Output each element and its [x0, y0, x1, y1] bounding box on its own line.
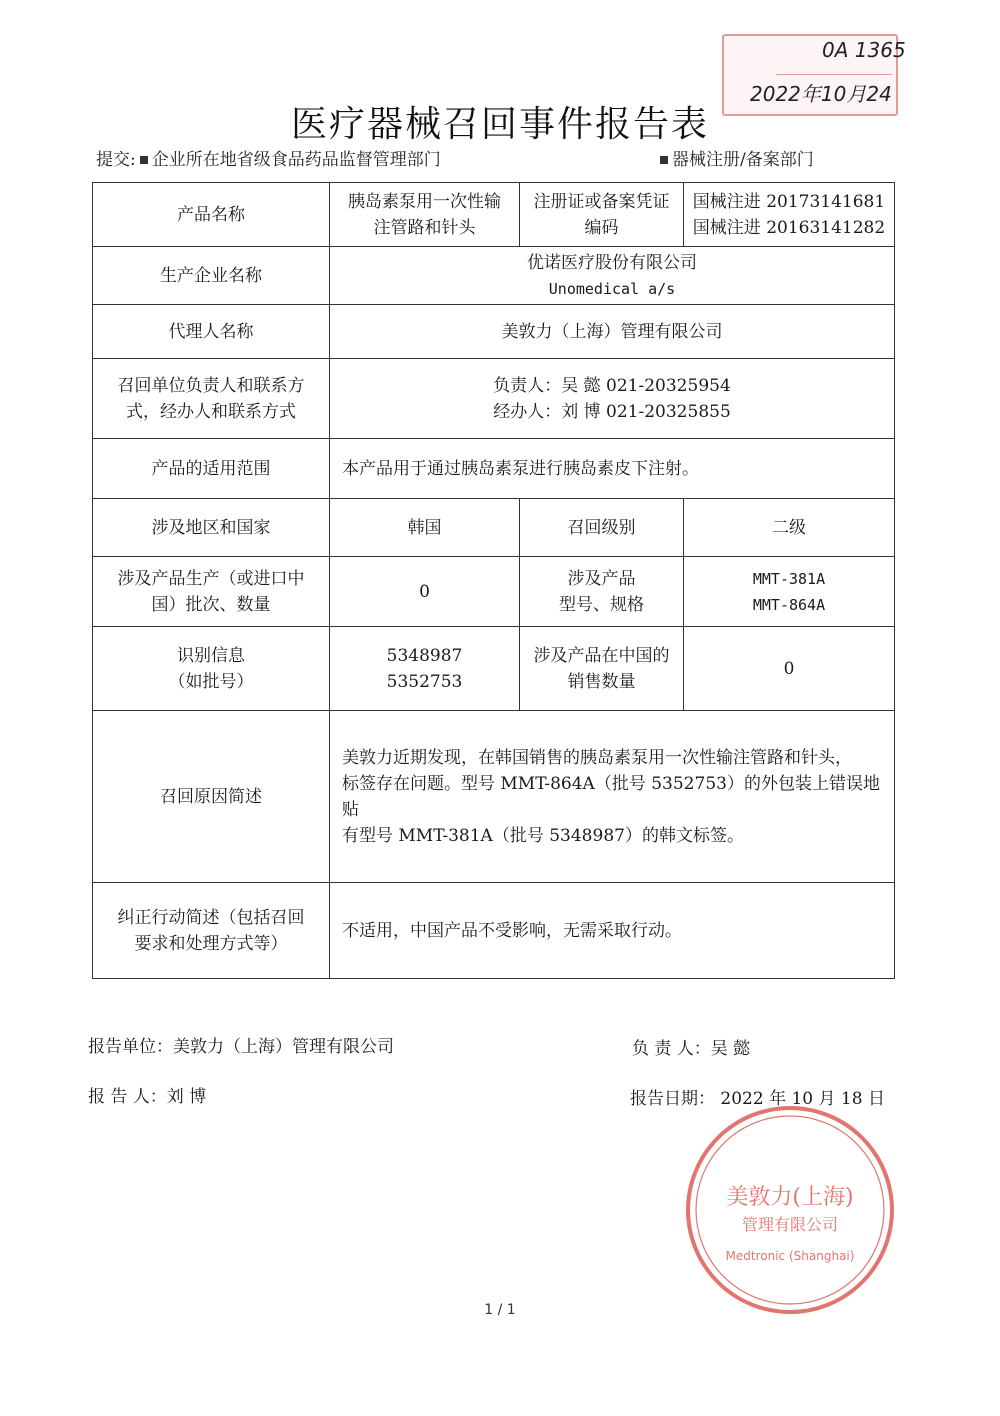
- action-label-line: 纠正行动简述（包括召回: [117, 907, 305, 928]
- reason-line: 标签存在问题。型号 MMT-864A（批号 5352753）的外包装上错误地贴: [342, 773, 880, 820]
- registration-number: 国械注进 20163141282: [692, 217, 886, 238]
- contact-value: [330, 359, 895, 439]
- batch-label-line: 国）批次、数量: [151, 594, 271, 615]
- recall-level-value: 二级: [684, 499, 895, 557]
- action-label-line: 要求和处理方式等）: [134, 933, 288, 954]
- identification-label-line: 识别信息: [177, 645, 245, 666]
- region-value: 韩国: [330, 499, 520, 557]
- reason-line: 有型号 MMT-381A（批号 5348987）的韩文标签。: [342, 825, 744, 846]
- report-date: 报告日期： 2022 年 10 月 18 日: [630, 1089, 885, 1109]
- manufacturer-name-cn: 优诺医疗股份有限公司: [527, 252, 697, 273]
- agent-value: 美敦力（上海）管理有限公司: [330, 305, 895, 359]
- china-sales-value: 0: [684, 627, 895, 711]
- page-title: 医疗器械召回事件报告表: [290, 104, 709, 145]
- reason-value: [330, 711, 895, 883]
- handwritten-date: 2022年10月24: [750, 82, 892, 106]
- reason-label: 召回原因简述: [93, 711, 330, 883]
- manufacturer-name-en: Unomedical a/s: [548, 279, 676, 298]
- registration-label-line: 注册证或备案凭证: [533, 191, 670, 212]
- report-reporter: 报 告 人：刘 博: [88, 1087, 207, 1107]
- model-number: MMT-864A: [752, 595, 826, 614]
- identification-label: [93, 627, 330, 711]
- model-label-line: 型号、规格: [559, 594, 644, 615]
- product-name-line: 胰岛素泵用一次性输: [348, 191, 501, 212]
- reason-line: 美敦力近期发现，在韩国销售的胰岛素泵用一次性输注管路和针头，: [342, 747, 852, 768]
- table-row: [93, 305, 895, 359]
- submit-option-registration: 器械注册/备案部门: [672, 150, 814, 170]
- batch-number: 5348987: [386, 645, 463, 666]
- action-label: [93, 883, 330, 979]
- table-row: [93, 439, 895, 499]
- scope-label: 产品的适用范围: [93, 439, 330, 499]
- contact-label-line: 式，经办人和联系方式: [126, 401, 296, 422]
- batch-label: [93, 557, 330, 627]
- checkbox-filled-icon: [140, 156, 148, 164]
- product-name-line: 注管路和针头: [373, 217, 476, 238]
- table-row: [93, 247, 895, 305]
- svg-text:美敦力(上海): 美敦力(上海): [726, 1185, 854, 1210]
- submit-label: 提交:: [96, 150, 136, 170]
- contact-label: [93, 359, 330, 439]
- contact-label-line: 召回单位负责人和联系方: [117, 375, 305, 396]
- svg-text:管理有限公司: 管理有限公司: [741, 1215, 839, 1234]
- table-row: [93, 499, 895, 557]
- batch-value: 0: [330, 557, 520, 627]
- recall-report-table: [92, 182, 895, 979]
- recall-level-label: 召回级别: [520, 499, 684, 557]
- report-responsible: 负 责 人：吴 懿: [632, 1039, 751, 1059]
- checkbox-filled-icon: [660, 156, 668, 164]
- company-seal-icon: [680, 1100, 900, 1320]
- china-sales-label-line: 销售数量: [567, 671, 636, 692]
- model-values: [684, 557, 895, 627]
- region-label: 涉及地区和国家: [93, 499, 330, 557]
- submit-line: [96, 145, 441, 170]
- table-row: [93, 359, 895, 439]
- manufacturer-label: 生产企业名称: [93, 247, 330, 305]
- china-sales-label: [520, 627, 684, 711]
- svg-text:Medtronic (Shanghai): Medtronic (Shanghai): [725, 1249, 855, 1263]
- product-name-value: [330, 183, 520, 247]
- submit-option-provincial: 企业所在地省级食品药品监督管理部门: [151, 150, 441, 170]
- handwritten-code: 0A 1365: [822, 38, 906, 62]
- registration-label-line: 编码: [584, 217, 619, 238]
- submit-line-right: [656, 145, 814, 170]
- batch-number: 5352753: [386, 671, 463, 692]
- table-row: [93, 183, 895, 247]
- action-value: 不适用，中国产品不受影响，无需采取行动。: [330, 883, 895, 979]
- scope-value: 本产品用于通过胰岛素泵进行胰岛素皮下注射。: [330, 439, 895, 499]
- stamp-code-row: [776, 38, 906, 75]
- agent-label: 代理人名称: [93, 305, 330, 359]
- china-sales-label-line: 涉及产品在中国的: [533, 645, 670, 666]
- manufacturer-value: [330, 247, 895, 305]
- table-row: [93, 883, 895, 979]
- registration-number: 国械注进 20173141681: [692, 191, 886, 212]
- product-name-label: 产品名称: [93, 183, 330, 247]
- model-label: [520, 557, 684, 627]
- batch-label-line: 涉及产品生产（或进口中: [117, 568, 305, 589]
- model-label-line: 涉及产品: [567, 568, 636, 589]
- table-row: [93, 557, 895, 627]
- contact-handler: 经办人：刘 博 021-20325855: [493, 401, 731, 422]
- contact-responsible: 负责人：吴 懿 021-20325954: [493, 375, 731, 396]
- page-number: 1 / 1: [484, 1302, 516, 1318]
- identification-label-line: （如批号）: [168, 671, 254, 692]
- table-row: [93, 627, 895, 711]
- registration-numbers: [684, 183, 895, 247]
- table-row: [93, 711, 895, 883]
- identification-values: [330, 627, 520, 711]
- registration-label: [520, 183, 684, 247]
- report-unit: 报告单位：美敦力（上海）管理有限公司: [88, 1037, 394, 1057]
- model-number: MMT-381A: [752, 569, 826, 588]
